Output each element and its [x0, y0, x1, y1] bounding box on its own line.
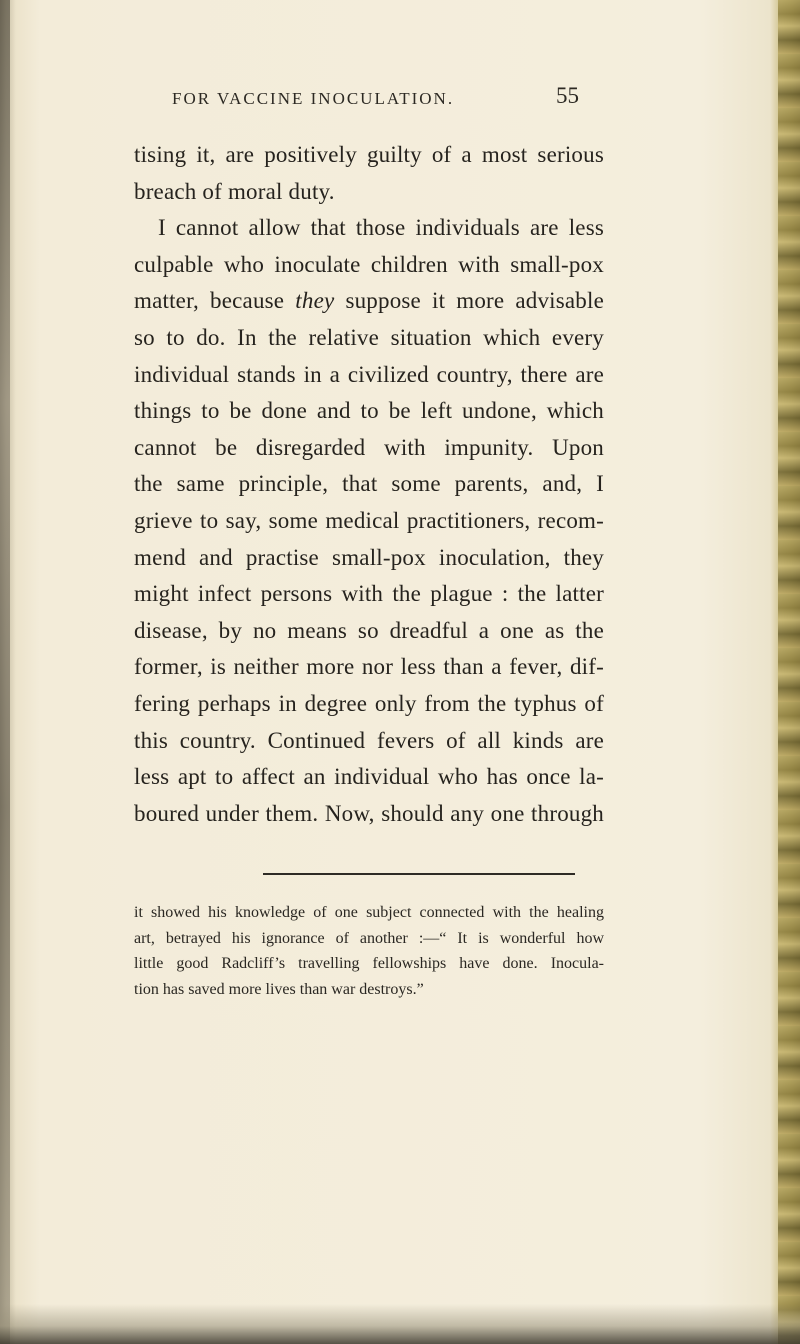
body-text: [134, 137, 604, 832]
footnote-line: little good Radcliff’s travelling fellowships have done. Inocula-: [134, 955, 604, 972]
text-line: former, is neither more nor less than a fever, dif-: [134, 654, 604, 680]
footnote-line: tion has saved more lives than war destroys.”: [134, 980, 424, 998]
page-header: [0, 83, 800, 123]
page-bottom-shadow: [0, 1304, 800, 1344]
text-fragment: matter, because: [134, 288, 285, 314]
text-line: this country. Continued fevers of all kinds are: [134, 727, 604, 753]
running-head: FOR VACCINE INOCULATION.: [172, 89, 455, 108]
footnote-line: art, betrayed his ignorance of another :—“ It is wonderful how: [134, 929, 604, 947]
text-line: individual stands in a civilized country, there are: [134, 361, 604, 387]
text-line: things to be done and to be left undone, which: [134, 398, 604, 424]
text-line: the same principle, that some parents, and, I: [134, 471, 604, 497]
text-line: grieve to say, some medical practitioners, recom-: [134, 507, 604, 533]
page-edge-stain: [778, 0, 800, 1344]
footnote-divider: [263, 873, 575, 875]
text-fragment: suppose it more advisable: [345, 288, 605, 314]
text-line: tising it, are positively guilty of a most serious: [134, 142, 604, 167]
emphasized-word: they: [295, 288, 335, 314]
text-line: mend and practise small-pox inoculation, they: [134, 544, 604, 570]
footnote-line: it showed his knowledge of one subject connected with the healing: [134, 904, 604, 921]
text-line: less apt to affect an individual who has once la-: [134, 764, 604, 790]
text-line: so to do. In the relative situation which every: [134, 324, 604, 350]
footnote: [134, 900, 604, 1002]
text-line: might infect persons with the plague : the latter: [134, 581, 604, 607]
text-line: culpable who inoculate children with small-pox: [134, 251, 604, 277]
page-number: 55: [556, 83, 579, 108]
text-line: I cannot allow that those individuals are less: [158, 215, 604, 241]
text-line: fering perhaps in degree only from the typhus of: [134, 690, 604, 716]
text-line: disease, by no means so dreadful a one as the: [134, 617, 604, 643]
text-line: cannot be disregarded with impunity. Upon: [134, 434, 604, 460]
page-gutter-shadow: [0, 0, 10, 1344]
text-line: boured under them. Now, should any one through: [134, 800, 604, 826]
text-line: breach of moral duty.: [134, 178, 335, 204]
text-line-with-emphasis: [134, 283, 604, 320]
